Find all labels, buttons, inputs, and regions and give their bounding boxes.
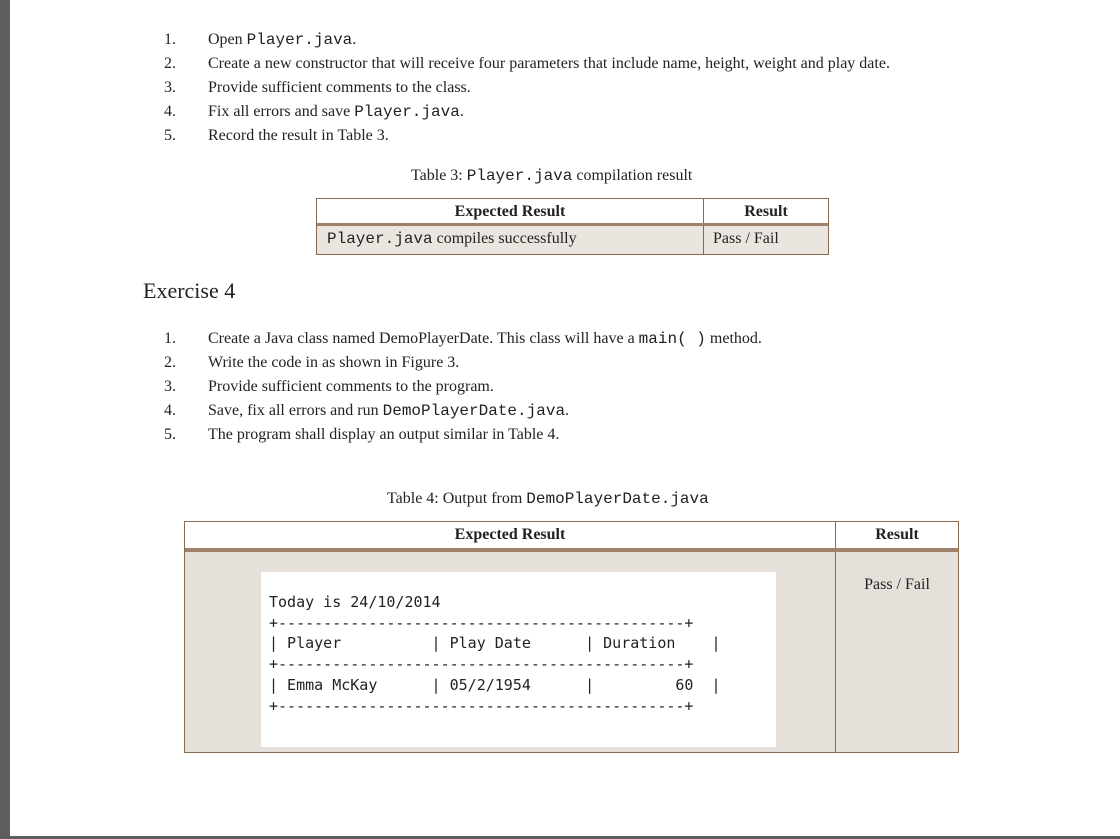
step: 4. Save, fix all errors and run DemoPlayerDate.java.: [164, 402, 570, 420]
header-result: Result: [744, 203, 788, 220]
viewer-left-edge: [0, 0, 10, 839]
step: 3. Provide sufficient comments to the program.: [164, 378, 494, 395]
step: 1. Open Player.java.: [164, 31, 357, 49]
header-expected-result: Expected Result: [317, 199, 704, 223]
console-output: [261, 572, 776, 747]
header-expected-result: Expected Result: [185, 522, 836, 548]
step: 1. Create a Java class named DemoPlayerDate. This class will have a main( ) method.: [164, 330, 762, 348]
step: 5. Record the result in Table 3.: [164, 127, 389, 144]
result-cell: Pass / Fail: [713, 230, 779, 247]
table3-caption: Table 3: Player.java compilation result: [411, 167, 693, 185]
table4-caption: Table 4: Output from DemoPlayerDate.java: [387, 490, 709, 508]
result-cell: Pass / Fail: [864, 576, 930, 593]
exercise4-heading: Exercise 4: [143, 278, 236, 303]
table3-header: [317, 199, 828, 226]
expected-result-cell: [185, 552, 836, 752]
exercise4-steps: [140, 327, 762, 447]
step: 3. Provide sufficient comments to the class.: [164, 79, 471, 96]
exercise3-steps: [140, 28, 890, 148]
table4-row: [185, 552, 958, 752]
table4-header: [185, 522, 958, 552]
step: 2. Create a new constructor that will receive four parameters that include name, height, weight and play date.: [164, 55, 890, 72]
table4: [184, 521, 959, 753]
expected-result-cell: Player.java compiles successfully: [317, 226, 704, 254]
header-result: Result: [875, 526, 919, 543]
console-output-text: Today is 24/10/2014 +---------------------------------------------+ | Player | Play Date | Duration | +---------------------------------------------+ | Emma McKay | 05/2/1954 | 60 | +---------------------------------------------+: [269, 593, 721, 715]
step: 4. Fix all errors and save Player.java.: [164, 103, 464, 121]
table3-row: [317, 226, 828, 254]
table3: [316, 198, 829, 255]
step: 2. Write the code in as shown in Figure 3.: [164, 354, 460, 371]
step: 5. The program shall display an output similar in Table 4.: [164, 426, 560, 443]
